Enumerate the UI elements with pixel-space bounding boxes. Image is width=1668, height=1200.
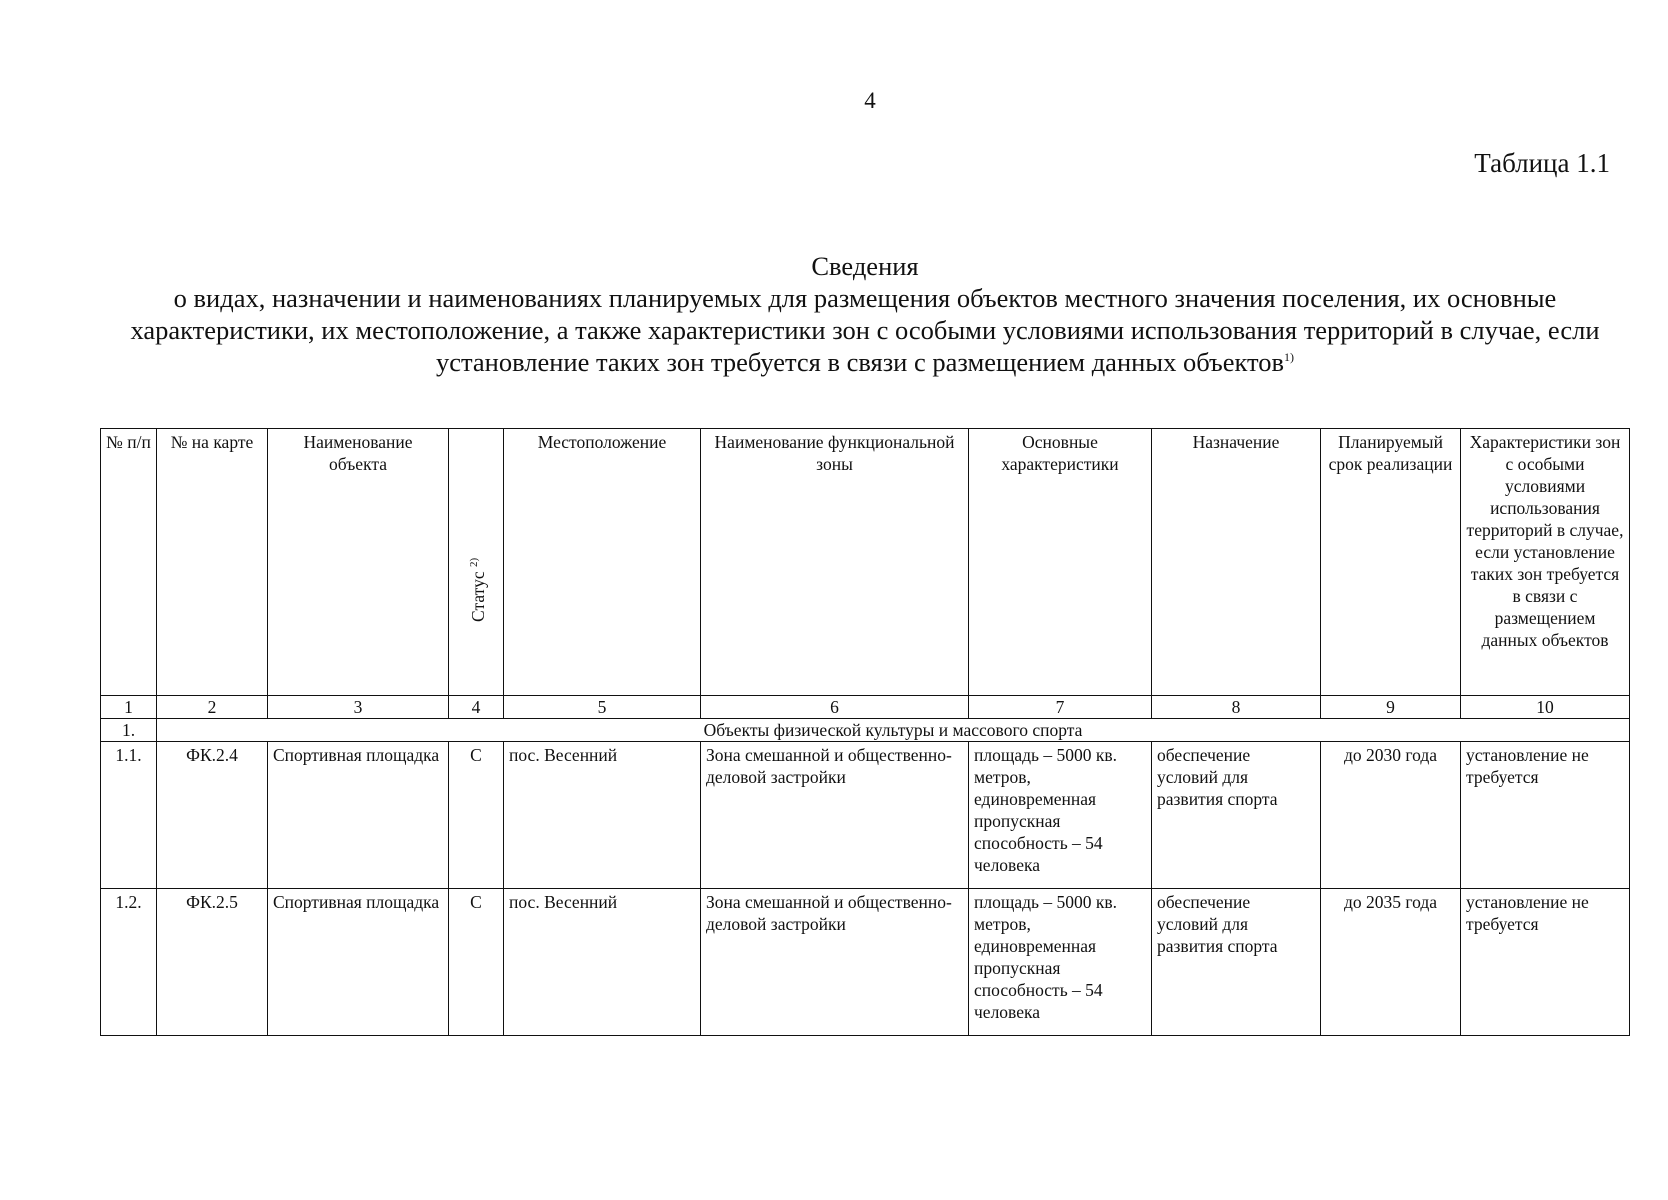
row-characteristics: площадь – 5000 кв. метров, единовременная пропускная способность – 54 человека: [969, 742, 1152, 889]
header-term: Планируемый срок реализации: [1321, 429, 1461, 696]
header-status: [449, 429, 504, 696]
row-object-name: Спортивная площадка: [268, 742, 449, 889]
header-num: № п/п: [101, 429, 157, 696]
row-characteristics: площадь – 5000 кв. метров, единовременная пропускная способность – 54 человека: [969, 889, 1152, 1036]
table-header-row: [101, 429, 1630, 696]
header-object-name: Наименование объекта: [268, 429, 449, 696]
column-number: 10: [1461, 696, 1630, 719]
column-number: 1: [101, 696, 157, 719]
header-characteristics: Основные характеристики: [969, 429, 1152, 696]
column-number: 4: [449, 696, 504, 719]
row-map-code: ФК.2.4: [157, 742, 268, 889]
row-term: до 2030 года: [1321, 742, 1461, 889]
row-status: С: [449, 742, 504, 889]
row-map-code: ФК.2.5: [157, 889, 268, 1036]
column-number: 3: [268, 696, 449, 719]
row-zone: Зона смешанной и общественно-деловой застройки: [701, 889, 969, 1036]
row-location: пос. Весенний: [504, 889, 701, 1036]
column-number: 8: [1152, 696, 1321, 719]
row-zone: Зона смешанной и общественно-деловой застройки: [701, 742, 969, 889]
document-title: [100, 250, 1630, 378]
header-map-code: № на карте: [157, 429, 268, 696]
row-term: до 2035 года: [1321, 889, 1461, 1036]
section-title: Объекты физической культуры и массового спорта: [157, 719, 1630, 742]
row-num: 1.2.: [101, 889, 157, 1036]
title-heading: Сведения: [811, 251, 919, 281]
row-num: 1.1.: [101, 742, 157, 889]
row-purpose: обеспечение условий для развития спорта: [1152, 742, 1321, 889]
table-label: Таблица 1.1: [1474, 148, 1610, 178]
row-zones-info: установление не требуется: [1461, 889, 1630, 1036]
row-purpose: обеспечение условий для развития спорта: [1152, 889, 1321, 1036]
header-location: Местоположение: [504, 429, 701, 696]
header-zone-characteristics: Характеристики зон с особыми условиями использования территорий в случае, если установление таких зон требуется в связи с размещением данных объектов: [1461, 429, 1630, 696]
column-number-row: [101, 696, 1630, 719]
column-number: 9: [1321, 696, 1461, 719]
page-number: 4: [864, 88, 876, 113]
row-status: С: [449, 889, 504, 1036]
column-number: 7: [969, 696, 1152, 719]
title-body: о видах, назначении и наименованиях планируемых для размещения объектов местного значения поселения, их основные характеристики, их местоположение, а также характеристики зон с особыми условиями использования территорий в случае, если установление таких зон требуется в связи с размещением данных объектов: [130, 283, 1600, 377]
header-status-label: Статус $^{2)}$: [467, 558, 488, 623]
objects-table: [100, 428, 1630, 1036]
section-number: 1.: [101, 719, 157, 742]
table-row: [101, 742, 1630, 889]
header-purpose: Назначение: [1152, 429, 1321, 696]
row-zones-info: установление не требуется: [1461, 742, 1630, 889]
row-object-name: Спортивная площадка: [268, 889, 449, 1036]
header-zone-name: Наименование функциональной зоны: [701, 429, 969, 696]
row-location: пос. Весенний: [504, 742, 701, 889]
column-number: 6: [701, 696, 969, 719]
table-row: [101, 889, 1630, 1036]
column-number: 2: [157, 696, 268, 719]
section-row: [101, 719, 1630, 742]
column-number: 5: [504, 696, 701, 719]
title-footnote-mark: 1): [1284, 350, 1295, 365]
